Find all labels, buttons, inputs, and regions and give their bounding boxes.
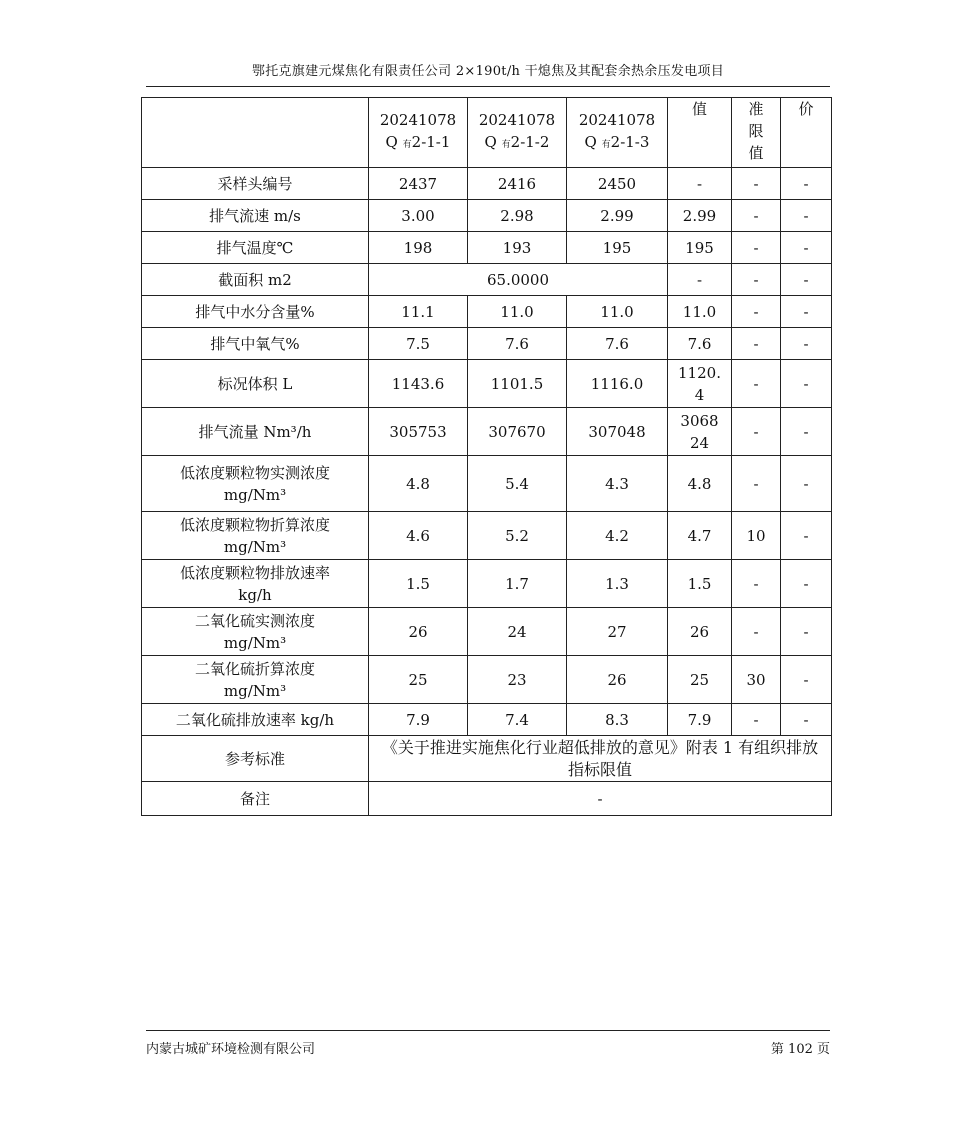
note-row xyxy=(142,782,832,816)
evaluation-cell: - xyxy=(781,264,832,296)
row-label-cell xyxy=(142,168,369,200)
average-value-cell xyxy=(668,360,732,408)
sample-code-prefix: Q xyxy=(484,133,497,151)
note-text-cell: - xyxy=(369,782,832,816)
footer-page-number: 第 102 页 xyxy=(770,1042,830,1057)
row-label-line: 截面积 m2 xyxy=(218,270,292,289)
limit-value-cell: 10 xyxy=(732,512,781,560)
evaluation-cell: - xyxy=(781,408,832,456)
row-label-cell xyxy=(142,456,369,512)
sample-id: 20241078 xyxy=(379,111,457,129)
sample-value-cell: 1.7 xyxy=(468,560,567,608)
monitoring-results-table xyxy=(141,97,832,816)
sample-value-cell: 2.98 xyxy=(468,200,567,232)
sample-id: 20241078 xyxy=(578,111,656,129)
sample-value-cell: 25 xyxy=(369,656,468,704)
row-label-line: 低浓度颗粒物折算浓度 xyxy=(179,515,330,534)
average-value-line: 3068 xyxy=(680,411,719,430)
evaluation-cell: - xyxy=(781,512,832,560)
page-header: 鄂托克旗建元煤焦化有限责任公司 2×190t/h 干熄焦及其配套余热余压发电项目 xyxy=(251,64,725,79)
table-row xyxy=(142,264,832,296)
limit-header-line: 值 xyxy=(748,144,764,162)
sample-value-cell: 11.0 xyxy=(468,296,567,328)
note-label-cell: 备注 xyxy=(142,782,369,816)
row-label-line: 排气流量 Nm³/h xyxy=(198,422,312,441)
sample-column-header xyxy=(468,98,567,168)
limit-value-cell: - xyxy=(732,168,781,200)
sample-value-cell: 4.2 xyxy=(567,512,668,560)
average-value-cell: 2.99 xyxy=(668,200,732,232)
row-label-line: 二氧化硫实测浓度 xyxy=(194,611,315,630)
average-value-cell: 195 xyxy=(668,232,732,264)
average-value-cell: 4.8 xyxy=(668,456,732,512)
sample-value-cell: 4.3 xyxy=(567,456,668,512)
merged-value-cell: 65.0000 xyxy=(369,264,668,296)
limit-value-cell: - xyxy=(732,328,781,360)
row-label-line: 低浓度颗粒物实测浓度 xyxy=(179,463,330,482)
sample-value-cell: 24 xyxy=(468,608,567,656)
sample-code-suffix: 2-1-3 xyxy=(610,133,650,151)
table-row xyxy=(142,408,832,456)
row-label-cell xyxy=(142,296,369,328)
evaluation-cell: - xyxy=(781,296,832,328)
sample-code-sub: 有 xyxy=(501,140,511,150)
sample-value-cell: 27 xyxy=(567,608,668,656)
sample-code-prefix: Q xyxy=(385,133,398,151)
row-label-line: 排气流速 m/s xyxy=(209,206,301,225)
limit-value-cell: - xyxy=(732,408,781,456)
sample-value-cell: 23 xyxy=(468,656,567,704)
sample-value-cell: 4.6 xyxy=(369,512,468,560)
row-label-cell xyxy=(142,200,369,232)
row-label-line: mg/Nm³ xyxy=(223,633,287,652)
row-label-cell xyxy=(142,608,369,656)
evaluation-column-header: 价 xyxy=(781,98,832,168)
sample-code xyxy=(371,131,465,156)
footer-divider xyxy=(146,1030,830,1031)
row-label-line: mg/Nm³ xyxy=(223,681,287,700)
table-row xyxy=(142,168,832,200)
sample-value-cell: 5.2 xyxy=(468,512,567,560)
average-value-line: 24 xyxy=(689,433,710,452)
row-label-line: 排气中水分含量% xyxy=(195,302,315,321)
evaluation-cell: - xyxy=(781,360,832,408)
table-header-row xyxy=(142,98,832,168)
sample-value-cell: 2416 xyxy=(468,168,567,200)
row-label-line: 低浓度颗粒物排放速率 xyxy=(179,563,330,582)
limit-value-cell: - xyxy=(732,360,781,408)
table-row xyxy=(142,296,832,328)
row-label-cell xyxy=(142,512,369,560)
row-label-line: mg/Nm³ xyxy=(223,537,287,556)
limit-value-cell: - xyxy=(732,232,781,264)
evaluation-cell: - xyxy=(781,168,832,200)
evaluation-cell: - xyxy=(781,560,832,608)
sample-code-suffix: 2-1-2 xyxy=(510,133,550,151)
sample-value-cell: 11.0 xyxy=(567,296,668,328)
limit-value-cell: 30 xyxy=(732,656,781,704)
sample-value-cell: 2450 xyxy=(567,168,668,200)
average-column-header: 值 xyxy=(668,98,732,168)
average-value-line: 1120. xyxy=(678,363,721,382)
table-row xyxy=(142,456,832,512)
sample-value-cell: 305753 xyxy=(369,408,468,456)
sample-value-cell: 7.6 xyxy=(567,328,668,360)
sample-value-cell: 1.3 xyxy=(567,560,668,608)
sample-code-prefix: Q xyxy=(584,133,597,151)
evaluation-cell: - xyxy=(781,608,832,656)
row-label-cell xyxy=(142,232,369,264)
table-row xyxy=(142,608,832,656)
average-value-cell: - xyxy=(668,264,732,296)
row-label-line: 标况体积 L xyxy=(217,374,293,393)
sample-code xyxy=(569,131,665,156)
sample-value-cell: 1143.6 xyxy=(369,360,468,408)
sample-value-cell: 198 xyxy=(369,232,468,264)
row-label-cell xyxy=(142,408,369,456)
table-row xyxy=(142,232,832,264)
sample-value-cell: 11.1 xyxy=(369,296,468,328)
limit-value-cell: - xyxy=(732,560,781,608)
evaluation-cell: - xyxy=(781,704,832,736)
header-blank-cell xyxy=(142,98,369,168)
limit-header-line: 准 xyxy=(748,100,764,118)
sample-value-cell: 307048 xyxy=(567,408,668,456)
sample-value-cell: 7.5 xyxy=(369,328,468,360)
sample-value-cell: 7.9 xyxy=(369,704,468,736)
reference-row xyxy=(142,736,832,782)
row-label-line: 二氧化硫排放速率 kg/h xyxy=(175,710,335,729)
sample-value-cell: 193 xyxy=(468,232,567,264)
limit-column-header xyxy=(732,98,781,168)
sample-code xyxy=(470,131,564,156)
evaluation-cell: - xyxy=(781,456,832,512)
row-label-line: kg/h xyxy=(238,585,272,604)
sample-value-cell: 26 xyxy=(567,656,668,704)
header-divider xyxy=(146,86,830,87)
sample-code-suffix: 2-1-1 xyxy=(411,133,451,151)
sample-value-cell: 5.4 xyxy=(468,456,567,512)
sample-column-header xyxy=(567,98,668,168)
table-row xyxy=(142,512,832,560)
average-value-cell: 11.0 xyxy=(668,296,732,328)
evaluation-cell: - xyxy=(781,656,832,704)
sample-value-cell: 7.6 xyxy=(468,328,567,360)
row-label-line: 排气温度℃ xyxy=(216,238,294,257)
table-row xyxy=(142,704,832,736)
average-value-line: 4 xyxy=(694,385,705,404)
row-label-line: 二氧化硫折算浓度 xyxy=(194,659,315,678)
sample-value-cell: 3.00 xyxy=(369,200,468,232)
footer-company: 内蒙古城矿环境检测有限公司 xyxy=(146,1042,316,1057)
sample-column-header xyxy=(369,98,468,168)
sample-code-sub: 有 xyxy=(402,140,412,150)
limit-value-cell: - xyxy=(732,296,781,328)
reference-text-cell: 《关于推进实施焦化行业超低排放的意见》附表 1 有组织排放指标限值 xyxy=(369,736,832,782)
row-label-cell xyxy=(142,704,369,736)
sample-value-cell: 8.3 xyxy=(567,704,668,736)
sample-value-cell: 195 xyxy=(567,232,668,264)
sample-value-cell: 2.99 xyxy=(567,200,668,232)
evaluation-cell: - xyxy=(781,232,832,264)
table-row xyxy=(142,200,832,232)
average-value-cell: 1.5 xyxy=(668,560,732,608)
row-label-cell xyxy=(142,328,369,360)
row-label-cell xyxy=(142,264,369,296)
sample-id: 20241078 xyxy=(478,111,556,129)
table-row xyxy=(142,560,832,608)
row-label-line: mg/Nm³ xyxy=(223,485,287,504)
average-value-cell: 26 xyxy=(668,608,732,656)
row-label-cell xyxy=(142,656,369,704)
sample-value-cell: 1116.0 xyxy=(567,360,668,408)
limit-value-cell: - xyxy=(732,608,781,656)
sample-value-cell: 7.4 xyxy=(468,704,567,736)
table-row xyxy=(142,328,832,360)
limit-value-cell: - xyxy=(732,456,781,512)
average-value-cell: 7.9 xyxy=(668,704,732,736)
average-value-cell: 7.6 xyxy=(668,328,732,360)
limit-value-cell: - xyxy=(732,264,781,296)
sample-value-cell: 4.8 xyxy=(369,456,468,512)
row-label-cell xyxy=(142,560,369,608)
table-row xyxy=(142,360,832,408)
row-label-cell xyxy=(142,360,369,408)
limit-value-cell: - xyxy=(732,200,781,232)
average-value-cell: - xyxy=(668,168,732,200)
evaluation-cell: - xyxy=(781,328,832,360)
average-value-cell: 25 xyxy=(668,656,732,704)
average-value-cell: 4.7 xyxy=(668,512,732,560)
sample-value-cell: 307670 xyxy=(468,408,567,456)
row-label-line: 排气中氧气% xyxy=(210,334,300,353)
average-value-cell xyxy=(668,408,732,456)
table-row xyxy=(142,656,832,704)
limit-value-cell: - xyxy=(732,704,781,736)
limit-header-line: 限 xyxy=(748,122,764,140)
sample-value-cell: 1101.5 xyxy=(468,360,567,408)
sample-value-cell: 26 xyxy=(369,608,468,656)
evaluation-cell: - xyxy=(781,200,832,232)
sample-code-sub: 有 xyxy=(601,140,611,150)
sample-value-cell: 1.5 xyxy=(369,560,468,608)
row-label-line: 采样头编号 xyxy=(217,174,293,193)
reference-label-cell: 参考标准 xyxy=(142,736,369,782)
sample-value-cell: 2437 xyxy=(369,168,468,200)
